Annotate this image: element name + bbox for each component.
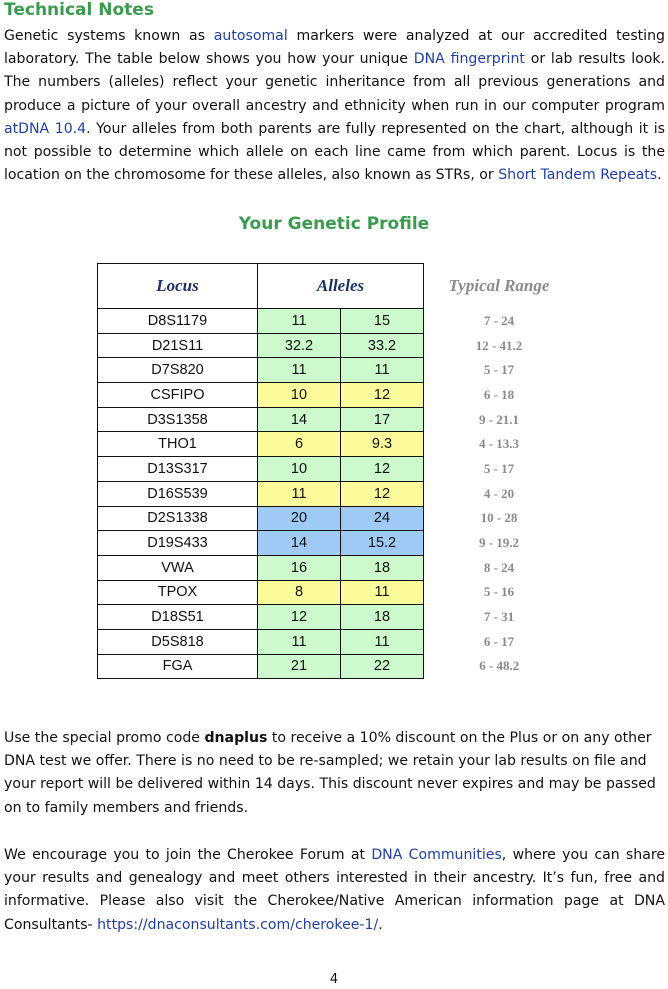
locus-cell: D16S539 [98,481,258,506]
table-row [98,407,575,432]
allele-1-cell: 11 [258,309,341,334]
typical-range-cell: 6 - 18 [483,386,515,402]
locus-cell: D7S820 [98,358,258,383]
dna-communities-link[interactable]: DNA Communities [371,847,502,863]
promo-text-1: Use the special promo code [4,730,205,746]
locus-cell: D13S317 [98,457,258,482]
genetic-profile-table [97,263,575,679]
intro-text-5: . [657,167,662,184]
locus-cell: THO1 [98,432,258,457]
forum-text-2: , where you can share your results and genealogy and meet others interested in their ancestry. It’s fun, free and informative. Please also visit the Cherokee/Native American information page at DNA Consultants- [4,847,666,933]
intro-text-1: Genetic systems known as [4,28,214,44]
typical-range-cell: 6 - 17 [483,633,515,649]
typical-range-cell: 12 - 41.2 [475,337,523,353]
table-body [98,309,575,679]
table-row [98,457,575,482]
locus-cell: D2S1338 [98,506,258,531]
locus-header: Locus [98,264,258,309]
allele-2-cell: 12 [341,383,424,408]
allele-2-cell: 11 [341,580,424,605]
table-row [98,481,575,506]
table-row [98,432,575,457]
table-row [98,580,575,605]
intro-text-4: . Your alleles from both parents are fully represented on the chart, although it is not possible to determine which allele on each line came from which parent. Locus is the location on the chromosome for these alleles, also known as STRs, or [4,120,666,184]
table-row [98,654,575,679]
allele-1-cell: 21 [258,654,341,679]
allele-2-cell: 18 [341,555,424,580]
allele-2-cell: 18 [341,605,424,630]
table-row [98,309,575,334]
table-header-row [98,264,575,309]
table-row [98,358,575,383]
locus-cell: FGA [98,654,258,679]
promo-text-2: to receive a 10% discount on the Plus or on any other DNA test we offer. There is no need to be re-sampled; we retain your lab results on file and your report will be delivered within 14 days. This discount never expires and may be passed on to family members and friends. [4,730,656,816]
intro-text-3: or lab results look. The numbers (alleles) reflect your genetic inheritance from all previous generations and produce a picture of your overall ancestry and ethnicity when run in our computer program [4,51,666,114]
atdna-link[interactable]: atDNA 10.4 [4,120,87,137]
short-tandem-repeats-link[interactable]: Short Tandem Repeats [498,167,658,184]
autosomal-link[interactable]: autosomal [213,28,288,44]
cherokee-page-link[interactable]: https://dnaconsultants.com/cherokee-1/ [97,916,379,933]
allele-2-cell: 11 [341,358,424,383]
table-row [98,605,575,630]
typical-range-header: Typical Range [448,276,550,295]
table-row [98,531,575,556]
typical-range-cell: 4 - 13.3 [478,436,520,452]
allele-2-cell: 15.2 [341,531,424,556]
typical-range-cell: 10 - 28 [480,510,518,526]
allele-2-cell: 12 [341,481,424,506]
table-row [98,383,575,408]
table-row [98,555,575,580]
allele-2-cell: 33.2 [341,333,424,358]
locus-cell: D21S11 [98,333,258,358]
page-number: 4 [329,972,339,987]
allele-1-cell: 11 [258,629,341,654]
locus-cell: VWA [98,555,258,580]
typical-range-cell: 9 - 19.2 [478,535,520,551]
typical-range-cell: 5 - 17 [483,460,515,476]
intro-paragraph [4,25,665,187]
allele-1-cell: 10 [258,457,341,482]
allele-2-cell: 9.3 [341,432,424,457]
locus-cell: D19S433 [98,531,258,556]
typical-range-cell: 9 - 21.1 [478,411,520,427]
allele-1-cell: 10 [258,383,341,408]
section-heading: Technical Notes [4,0,154,20]
allele-2-cell: 22 [341,654,424,679]
allele-2-cell: 17 [341,407,424,432]
typical-range-cell: 6 - 48.2 [479,658,520,674]
typical-range-cell: 5 - 17 [483,362,515,378]
allele-1-cell: 16 [258,555,341,580]
allele-2-cell: 11 [341,629,424,654]
allele-1-cell: 11 [258,481,341,506]
allele-2-cell: 12 [341,457,424,482]
alleles-header: Alleles [258,264,424,309]
allele-1-cell: 12 [258,605,341,630]
intro-text-2: markers were analyzed at our accredited testing laboratory. The table below shows you how your unique [4,28,665,68]
typical-range-cell: 5 - 16 [483,584,515,600]
profile-title: Your Genetic Profile [238,214,430,234]
typical-range-cell: 7 - 24 [483,312,515,328]
table-row [98,506,575,531]
allele-1-cell: 6 [258,432,341,457]
promo-paragraph [4,727,659,820]
allele-2-cell: 15 [341,309,424,334]
typical-range-cell: 7 - 31 [483,609,515,625]
typical-range-cell: 8 - 24 [483,559,515,575]
allele-1-cell: 14 [258,531,341,556]
forum-text-3: . [378,916,383,933]
locus-cell: D8S1179 [98,309,258,334]
locus-cell: D3S1358 [98,407,258,432]
allele-1-cell: 11 [258,358,341,383]
forum-text-1: We encourage you to join the Cherokee Forum at [4,847,372,863]
locus-cell: D18S51 [98,605,258,630]
allele-2-cell: 24 [341,506,424,531]
allele-1-cell: 8 [258,580,341,605]
table-row [98,629,575,654]
allele-1-cell: 32.2 [258,333,341,358]
dna-fingerprint-link[interactable]: DNA fingerprint [413,51,525,68]
promo-code: dnaplus [204,730,268,746]
locus-cell: D5S818 [98,629,258,654]
allele-1-cell: 14 [258,407,341,432]
locus-cell: TPOX [98,580,258,605]
table-row [98,333,575,358]
allele-1-cell: 20 [258,506,341,531]
forum-paragraph [4,844,665,937]
typical-range-cell: 4 - 20 [483,485,515,501]
locus-cell: CSFIPO [98,383,258,408]
